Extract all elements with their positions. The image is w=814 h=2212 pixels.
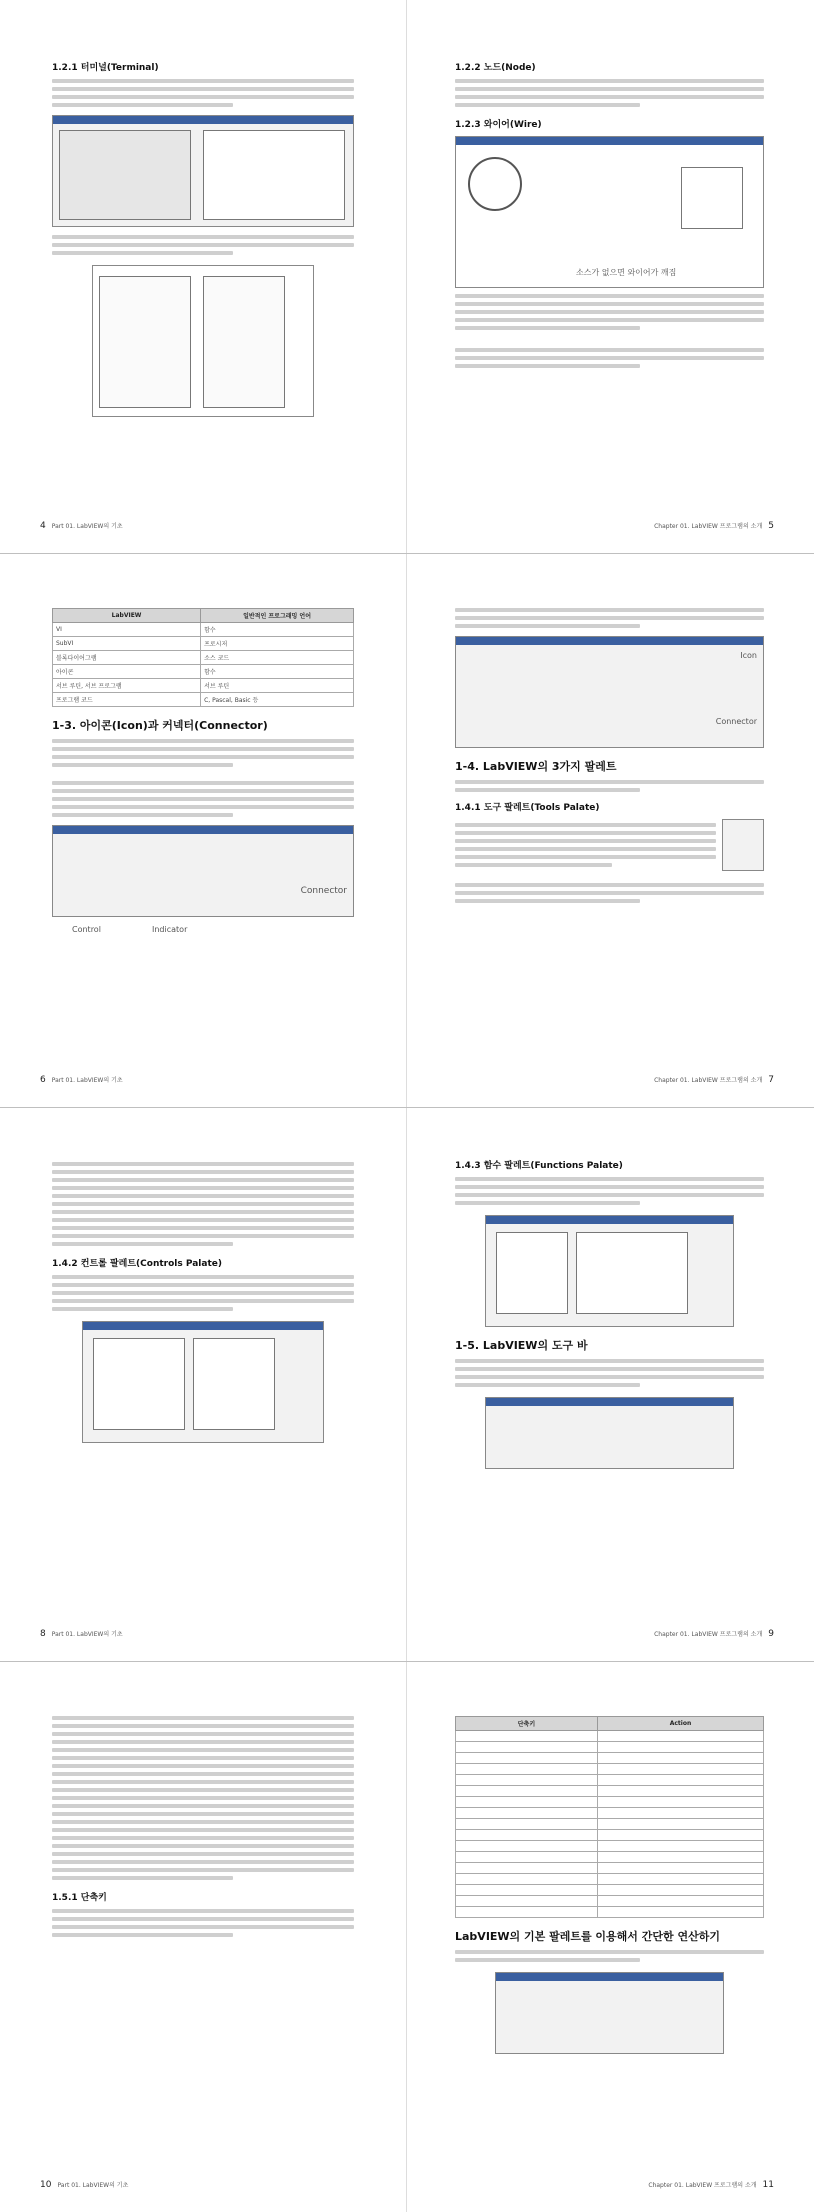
screenshot-icon-connector: [455, 636, 764, 748]
page-footer: Chapter 01. LabVIEW 프로그램의 소개 5: [654, 521, 774, 531]
table-row: [456, 1819, 764, 1830]
example-heading: LabVIEW의 기본 팔레트를 이용해서 간단한 연산하기: [455, 1930, 720, 1943]
spread-2: [0, 554, 814, 1107]
screenshot-functions-palette: [485, 1215, 734, 1327]
table-row: [456, 1885, 764, 1896]
table-row: [456, 1841, 764, 1852]
screenshot-example: [495, 1972, 724, 2054]
screenshot-controls-palette: [82, 1321, 324, 1443]
section-heading: 1.5.1 단축키: [52, 1893, 107, 1903]
screenshot-front-panel: [52, 115, 354, 227]
table-row: [456, 1731, 764, 1742]
page-7: [407, 554, 814, 1107]
chapter-heading: 1-4. LabVIEW의 3가지 팔레트: [455, 760, 617, 773]
page-4: [0, 0, 407, 553]
table-header: Action: [597, 1717, 763, 1731]
page-footer: Chapter 01. LabVIEW 프로그램의 소개 11: [648, 2180, 774, 2190]
table-row: VI 함수: [53, 623, 354, 637]
page-footer: Chapter 01. LabVIEW 프로그램의 소개 7: [654, 1075, 774, 1085]
section-heading: 1.2.2 노드(Node): [455, 63, 536, 73]
table-row: [456, 1753, 764, 1764]
table-row: [456, 1742, 764, 1753]
page-5: [407, 0, 814, 553]
shortcut-table: [455, 1716, 764, 1918]
page-9: [407, 1108, 814, 1661]
section-heading: 1.2.1 터미널(Terminal): [52, 63, 159, 73]
screenshot-wire: [455, 136, 764, 288]
table-row: [456, 1830, 764, 1841]
control-label: Control: [72, 925, 101, 934]
section-heading: 1.4.1 도구 팔레트(Tools Palate): [455, 803, 600, 813]
table-row: [456, 1852, 764, 1863]
table-row: 프로그램 코드 C, Pascal, Basic 등: [53, 693, 354, 707]
screenshot-connector: [52, 825, 354, 917]
section-heading: 1.2.3 와이어(Wire): [455, 120, 542, 130]
table-header: 일반적인 프로그래밍 언어: [201, 609, 354, 623]
table-header: LabVIEW: [53, 609, 201, 623]
table-row: [456, 1786, 764, 1797]
table-row: SubVI 프로시저: [53, 637, 354, 651]
spread-3: [0, 1108, 814, 1661]
table-row: [456, 1896, 764, 1907]
spread-4: [0, 1662, 814, 2212]
page-footer: 8 Part 01. LabVIEW의 기초: [40, 1629, 123, 1639]
section-heading: 1.4.3 함수 팔레트(Functions Palate): [455, 1161, 623, 1171]
page-footer: Chapter 01. LabVIEW 프로그램의 소개 9: [654, 1629, 774, 1639]
page-8: [0, 1108, 407, 1661]
page-10: [0, 1662, 407, 2212]
table-row: [456, 1775, 764, 1786]
table-row: [456, 1764, 764, 1775]
table-header: 단축키: [456, 1717, 598, 1731]
page-footer: 6 Part 01. LabVIEW의 기초: [40, 1075, 123, 1085]
connector-label: Connector: [715, 717, 757, 726]
table-row: [456, 1907, 764, 1918]
table-row: 아이콘 함수: [53, 665, 354, 679]
icon-label: Icon: [740, 651, 757, 660]
indicator-label: Indicator: [152, 925, 188, 934]
page-footer: 4 Part 01. LabVIEW의 기초: [40, 521, 123, 531]
table-row: [456, 1863, 764, 1874]
page-footer: 10 Part 01. LabVIEW의 기초: [40, 2180, 129, 2190]
screenshot-toolbar: [485, 1397, 734, 1469]
table-row: [456, 1808, 764, 1819]
broken-wire-caption: 소스가 없으면 와이어가 깨짐: [576, 268, 677, 277]
connector-label: Connector: [300, 886, 347, 896]
table-row: [456, 1874, 764, 1885]
section-heading: 1.4.2 컨트롤 팔레트(Controls Palate): [52, 1259, 222, 1269]
screenshot-palette-menu: [92, 265, 314, 417]
screenshot-tools-palette: [722, 819, 764, 871]
chapter-heading: 1-5. LabVIEW의 도구 바: [455, 1339, 588, 1352]
table-row: [456, 1797, 764, 1808]
table-row: 블록다이어그램 소스 코드: [53, 651, 354, 665]
chapter-heading: 1-3. 아이콘(Icon)과 커넥터(Connector): [52, 719, 268, 732]
comparison-table: [52, 608, 354, 707]
table-row: 서브 루틴, 서브 프로그램 서브 루틴: [53, 679, 354, 693]
page-6: [0, 554, 407, 1107]
page-11: [407, 1662, 814, 2212]
spread-1: [0, 0, 814, 553]
